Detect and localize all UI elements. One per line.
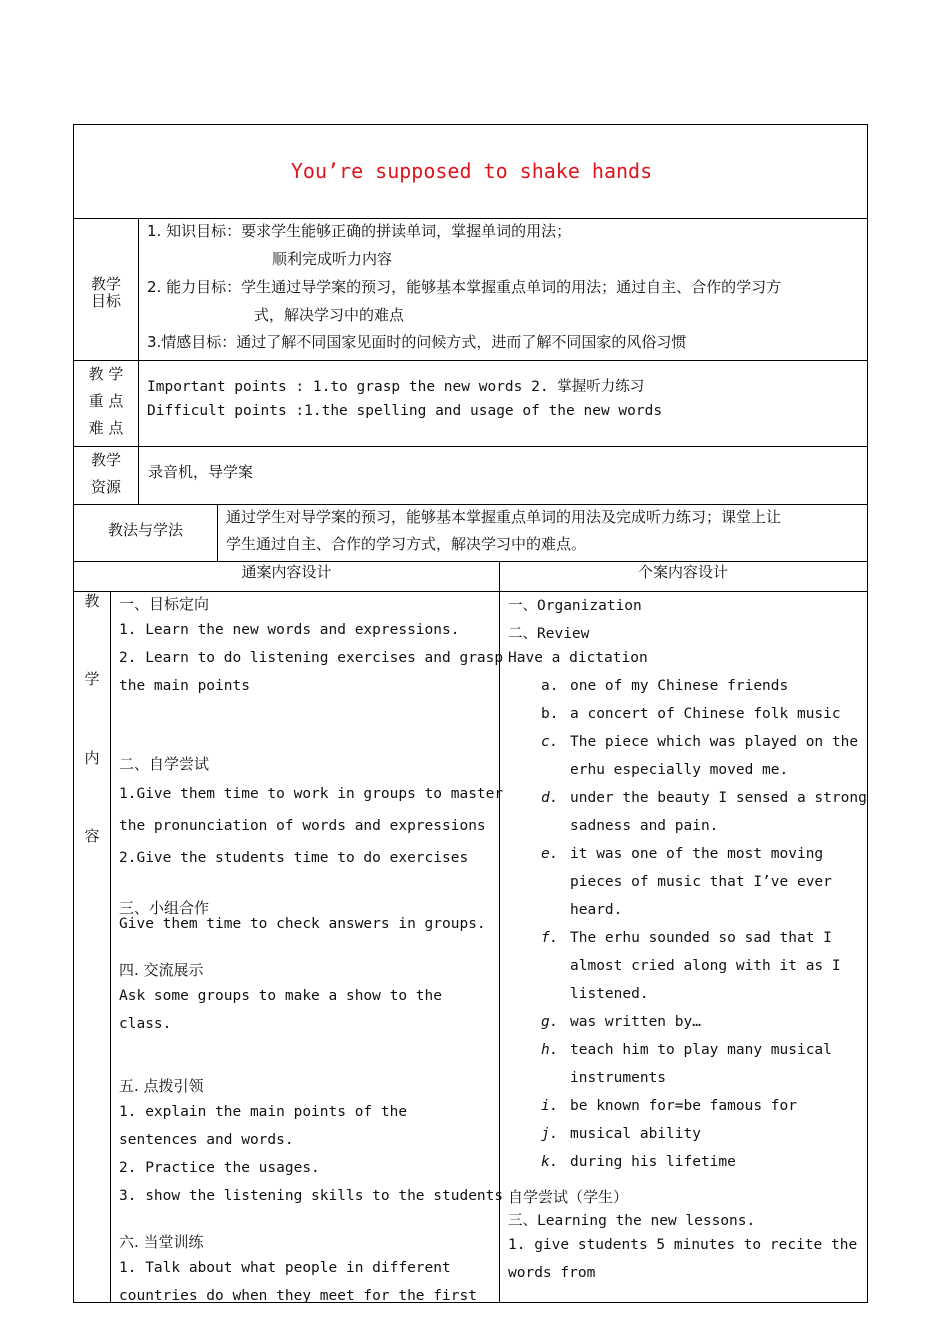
dictation-item-text: erhu especially moved me. bbox=[570, 762, 789, 778]
key-points-label-line: 教 学 bbox=[88, 365, 124, 383]
side-label-char: 内 bbox=[84, 749, 100, 767]
document-title: You’re supposed to shake hands bbox=[290, 159, 653, 183]
objectives-label-line: 教学 bbox=[90, 275, 121, 293]
dictation-item-letter: k. bbox=[541, 1154, 559, 1170]
objective-line: 1. 知识目标：要求学生能够正确的拼读单词，掌握单词的用法； bbox=[147, 222, 572, 240]
dictation-item-text: under the beauty I sensed a strong bbox=[570, 790, 867, 806]
objective-line: 式，解决学习中的难点 bbox=[254, 306, 405, 324]
dictation-item-letter: i. bbox=[541, 1098, 559, 1114]
content-line: 1. give students 5 minutes to recite the bbox=[508, 1237, 858, 1253]
dictation-item-letter: e. bbox=[541, 846, 559, 862]
content-line: 2.Give the students time to do exercises bbox=[119, 850, 469, 866]
dictation-item-text: during his lifetime bbox=[570, 1154, 736, 1170]
methods-line: 通过学生对导学案的预习，能够基本掌握重点单词的用法及完成听力练习；课堂上让 bbox=[226, 508, 782, 526]
resources-label-line: 资源 bbox=[90, 478, 121, 496]
key-points-label-line: 难 点 bbox=[88, 419, 124, 437]
content-line: 自学尝试（学生） bbox=[508, 1188, 629, 1206]
content-line: countries do when they meet for the first bbox=[119, 1288, 477, 1304]
dictation-item-text: The piece which was played on the bbox=[570, 734, 859, 750]
column-divider bbox=[110, 591, 111, 1303]
content-line: 3. show the listening skills to the students bbox=[119, 1188, 504, 1204]
content-line: the main points bbox=[119, 678, 250, 694]
dictation-item-text: almost cried along with it as I bbox=[570, 958, 841, 974]
dictation-item-text: a concert of Chinese folk music bbox=[570, 706, 841, 722]
content-line: 一、Organization bbox=[508, 598, 642, 614]
dictation-item-letter: c. bbox=[541, 734, 559, 750]
dictation-item-text: musical ability bbox=[570, 1126, 701, 1142]
content-line: sentences and words. bbox=[119, 1132, 294, 1148]
section-title: 四. 交流展示 bbox=[119, 961, 204, 979]
dictation-item-text: heard. bbox=[570, 902, 623, 918]
methods-label: 教法与学法 bbox=[107, 521, 183, 539]
content-line: 2. Learn to do listening exercises and grasp bbox=[119, 650, 504, 666]
dictation-item-text: was written by… bbox=[570, 1014, 701, 1030]
content-line: 2. Practice the usages. bbox=[119, 1160, 320, 1176]
key-points-label bbox=[74, 361, 138, 442]
key-points-label-line: 重 点 bbox=[88, 392, 124, 410]
content-line: 三、Learning the new lessons. bbox=[508, 1213, 756, 1229]
dictation-item-letter: j. bbox=[541, 1126, 559, 1142]
side-label-char: 教 bbox=[84, 592, 100, 610]
methods-line: 学生通过自主、合作的学习方式，解决学习中的难点。 bbox=[226, 535, 587, 553]
content-line: 1. Talk about what people in different bbox=[119, 1260, 451, 1276]
row-divider bbox=[74, 591, 867, 592]
resources-label bbox=[74, 447, 138, 501]
content-line: words from bbox=[508, 1265, 596, 1281]
section-title: 五. 点拨引领 bbox=[119, 1077, 204, 1095]
dictation-item-text: instruments bbox=[570, 1070, 667, 1086]
section-title: 六. 当堂训练 bbox=[119, 1233, 204, 1251]
resources-label-line: 教学 bbox=[90, 451, 121, 469]
objective-line: 3.情感目标：通过了解不同国家见面时的问候方式，进而了解不同国家的风俗习惯 bbox=[147, 333, 687, 351]
dictation-item-text: pieces of music that I’ve ever bbox=[570, 874, 832, 890]
dictation-item-text: The erhu sounded so sad that I bbox=[570, 930, 832, 946]
column-divider bbox=[217, 504, 218, 561]
content-line: 1. Learn the new words and expressions. bbox=[119, 622, 460, 638]
row-divider bbox=[74, 504, 867, 505]
content-line: Have a dictation bbox=[508, 650, 648, 666]
dictation-item-text: teach him to play many musical bbox=[570, 1042, 832, 1058]
dictation-item-letter: h. bbox=[541, 1042, 559, 1058]
header-individual-design: 个案内容设计 bbox=[637, 563, 728, 581]
side-label-char: 容 bbox=[84, 827, 100, 845]
content-line: Give them time to check answers in groups. bbox=[119, 916, 486, 932]
dictation-item-letter: a. bbox=[541, 678, 559, 694]
objective-line: 2. 能力目标：学生通过导学案的预习，能够基本掌握重点单词的用法；通过自主、合作的学习方 bbox=[147, 278, 782, 296]
content-line: 1.Give them time to work in groups to master bbox=[119, 786, 504, 802]
row-divider bbox=[74, 561, 867, 562]
dictation-item-letter: b. bbox=[541, 706, 559, 722]
dictation-item-letter: d. bbox=[541, 790, 559, 806]
row-divider bbox=[74, 218, 867, 219]
section-title: 三、小组合作 bbox=[119, 899, 210, 917]
content-line: Ask some groups to make a show to the bbox=[119, 988, 443, 1004]
dictation-item-letter: f. bbox=[541, 930, 559, 946]
resources-text: 录音机，导学案 bbox=[148, 463, 254, 481]
content-line: the pronunciation of words and expressions bbox=[119, 818, 486, 834]
dictation-item-text: it was one of the most moving bbox=[570, 846, 824, 862]
lesson-plan-table bbox=[73, 124, 868, 1303]
objective-line: 顺利完成听力内容 bbox=[272, 250, 393, 268]
objectives-label bbox=[74, 276, 138, 310]
dictation-item-letter: g. bbox=[541, 1014, 559, 1030]
section-title: 二、自学尝试 bbox=[119, 755, 210, 773]
row-divider bbox=[74, 446, 867, 447]
column-divider bbox=[138, 218, 139, 504]
dictation-item-text: one of my Chinese friends bbox=[570, 678, 789, 694]
important-points: Important points : 1.to grasp the new words 2. 掌握听力练习 bbox=[147, 379, 645, 395]
content-line: 1. explain the main points of the bbox=[119, 1104, 408, 1120]
section-title: 一、目标定向 bbox=[119, 595, 210, 613]
dictation-item-text: be known for=be famous for bbox=[570, 1098, 797, 1114]
content-line: class. bbox=[119, 1016, 172, 1032]
row-divider bbox=[74, 360, 867, 361]
objectives-label-line: 目标 bbox=[90, 292, 121, 310]
dictation-item-text: listened. bbox=[570, 986, 649, 1002]
difficult-points: Difficult points :1.the spelling and usage of the new words bbox=[147, 403, 663, 419]
side-label-char: 学 bbox=[84, 670, 100, 688]
header-general-design: 通案内容设计 bbox=[241, 563, 332, 581]
dictation-item-text: sadness and pain. bbox=[570, 818, 719, 834]
content-line: 二、Review bbox=[508, 626, 590, 642]
